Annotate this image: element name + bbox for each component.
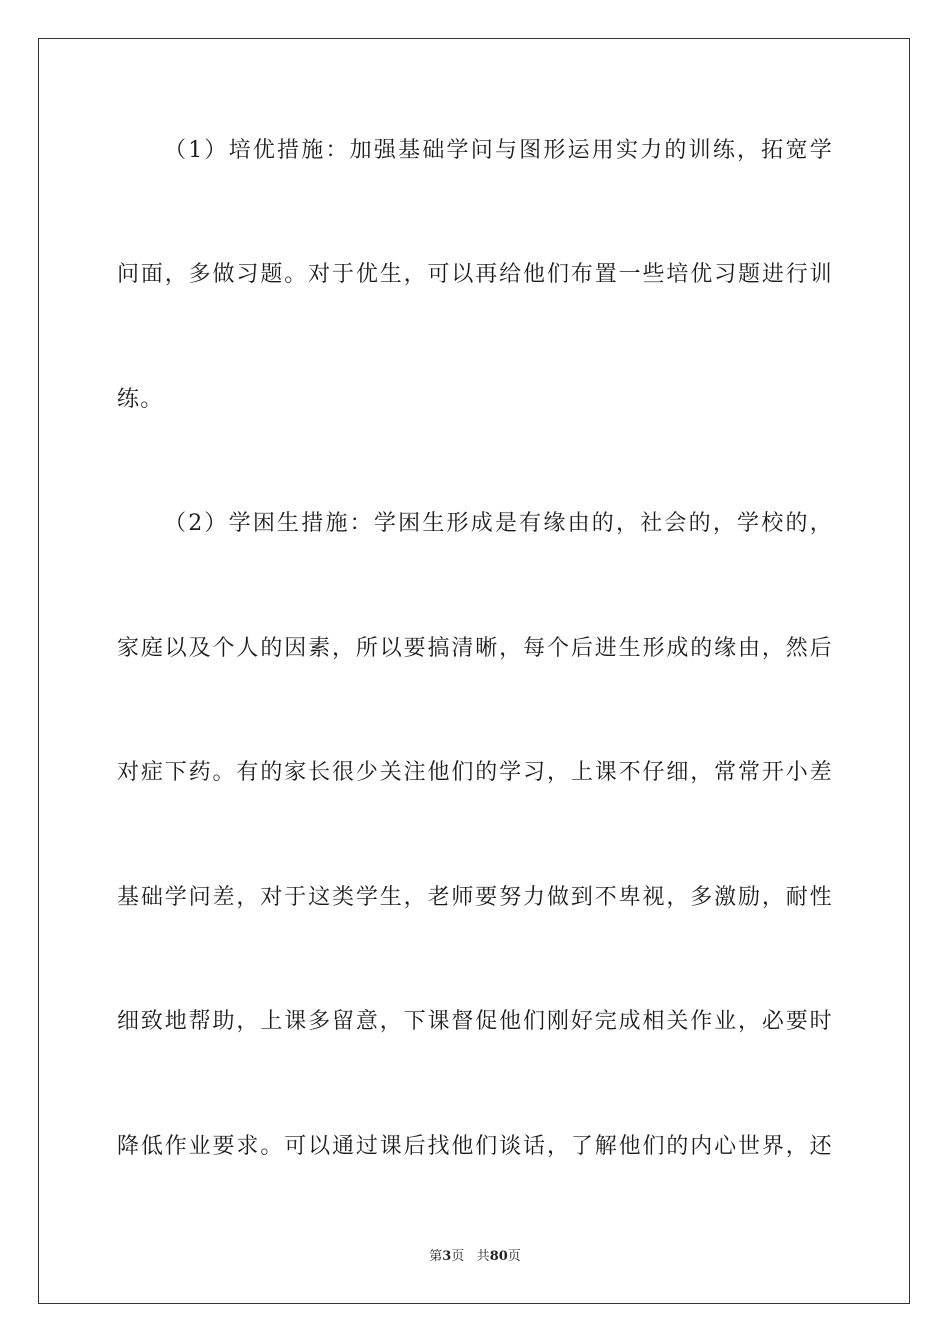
page-border xyxy=(38,38,910,1304)
page-suffix: 页 xyxy=(451,1249,465,1264)
total-prefix: 共 xyxy=(476,1249,490,1264)
page-prefix: 第 xyxy=(429,1249,443,1264)
page-footer xyxy=(0,1248,950,1266)
total-suffix: 页 xyxy=(507,1249,521,1264)
paragraph-2-line-6: 降低作业要求。可以通过课后找他们谈话，了解他们的内心世界，还 xyxy=(117,1134,833,1159)
paragraph-2-line-3: 对症下药。有的家长很少关注他们的学习，上课不仔细，常常开小差 xyxy=(117,760,833,785)
paragraph-2-line-5: 细致地帮助，上课多留意，下课督促他们刚好完成相关作业，必要时 xyxy=(117,1009,833,1034)
paragraph-2-line-2: 家庭以及个人的因素，所以要搞清晰，每个后进生形成的缘由，然后 xyxy=(117,636,833,661)
page-number: 3 xyxy=(442,1249,452,1264)
paragraph-1-line-2: 问面，多做习题。对于优生，可以再给他们布置一些培优习题进行训 xyxy=(117,262,833,287)
total-pages: 80 xyxy=(489,1249,508,1264)
paragraph-1-line-1: （1）培优措施：加强基础学问与图形运用实力的训练，拓宽学 xyxy=(164,138,833,163)
paragraph-2-line-4: 基础学问差，对于这类学生，老师要努力做到不卑视，多激励，耐性 xyxy=(117,885,833,910)
paragraph-1-line-3: 练。 xyxy=(117,387,164,412)
paragraph-2-line-1: （2）学困生措施：学困生形成是有缘由的，社会的，学校的， xyxy=(164,511,833,536)
